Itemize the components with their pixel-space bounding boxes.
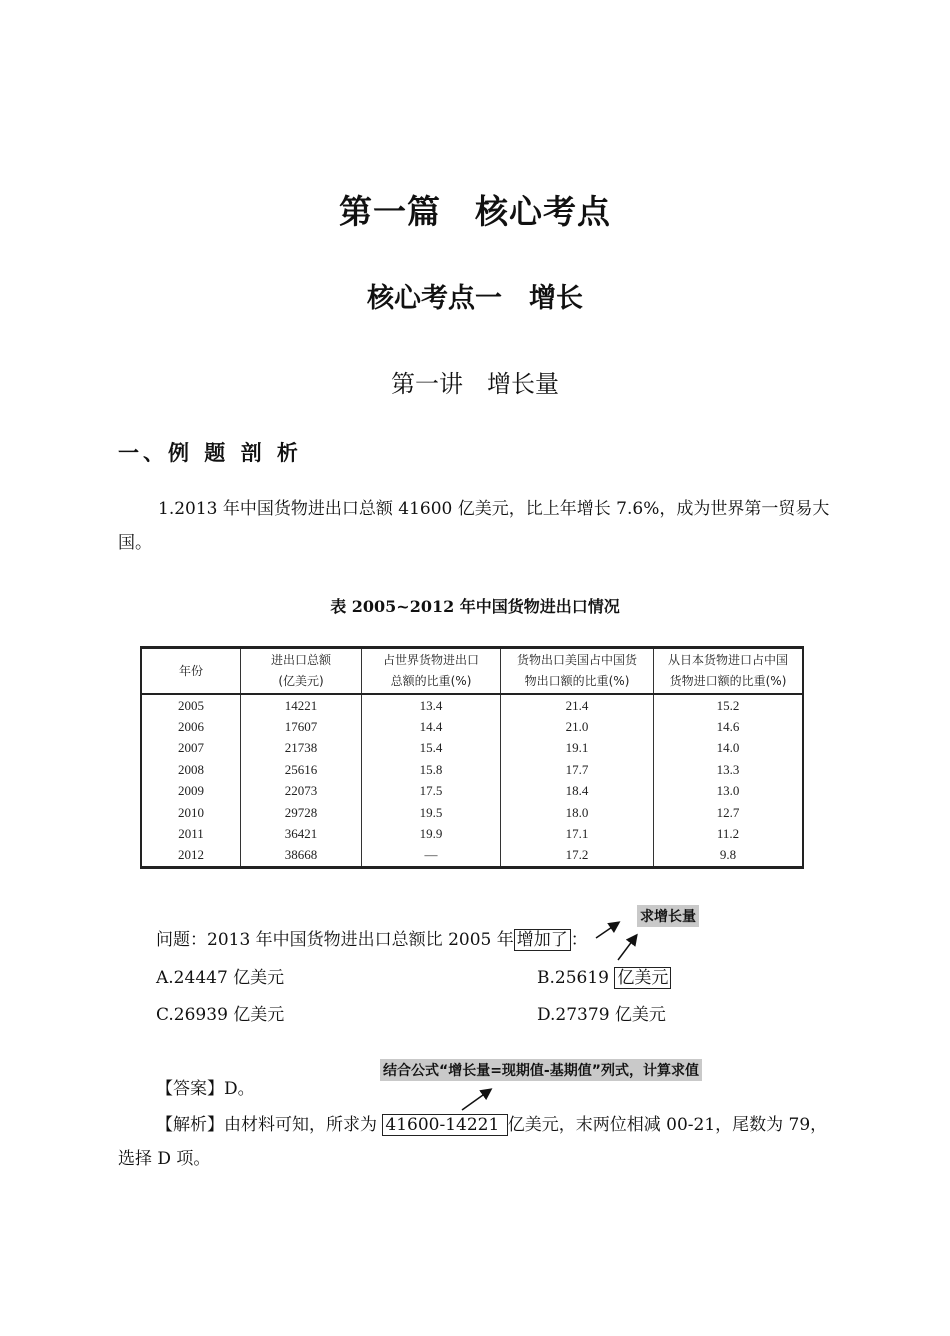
question-text: 问题：2013 年中国货物进出口总额比 2005 年 bbox=[156, 930, 514, 950]
table-cell: 2006 bbox=[141, 716, 241, 737]
chapter-title: 核心考点一 增长 bbox=[367, 283, 583, 314]
header-year: 年份 bbox=[141, 648, 241, 695]
table-cell: 18.0 bbox=[501, 802, 654, 823]
option-c: C.26939 亿美元 bbox=[156, 1005, 285, 1025]
table-cell: 19.5 bbox=[362, 802, 501, 823]
header-world-share: 占世界货物进出口 总额的比重(%) bbox=[362, 648, 501, 695]
table-cell: 17607 bbox=[241, 716, 362, 737]
table-cell: 38668 bbox=[241, 845, 362, 868]
question-suffix: ： bbox=[570, 930, 588, 950]
table-cell: 21.4 bbox=[501, 694, 654, 716]
table-cell: 21.0 bbox=[501, 716, 654, 737]
table-cell: 18.4 bbox=[501, 781, 654, 802]
answer-line: 【答案】D。 bbox=[156, 1079, 255, 1099]
intro-paragraph: 1.2013 年中国货物进出口总额 41600 亿美元，比上年增长 7.6%，成为世界第一贸易大国。 bbox=[118, 499, 830, 553]
table-cell: 29728 bbox=[241, 802, 362, 823]
table-cell: 13.4 bbox=[362, 694, 501, 716]
table-cell: 14221 bbox=[241, 694, 362, 716]
question-keyword-box: 增加了 bbox=[514, 929, 571, 951]
table-cell: 15.8 bbox=[362, 759, 501, 780]
part-title: 第一篇 核心考点 bbox=[339, 192, 611, 231]
explanation-suffix: 亿美元，末两位相减 00-21，尾数为 79，选择 D 项。 bbox=[118, 1115, 828, 1169]
explanation-formula-box: 41600-14221 bbox=[382, 1114, 507, 1136]
arrow-to-formula bbox=[462, 1090, 490, 1110]
option-d: D.27379 亿美元 bbox=[537, 1005, 666, 1025]
table-cell: 14.6 bbox=[654, 716, 804, 737]
table-cell: 17.5 bbox=[362, 781, 501, 802]
table-cell: 36421 bbox=[241, 823, 362, 844]
option-b-value: B.25619 bbox=[537, 968, 615, 988]
table-cell: 13.0 bbox=[654, 781, 804, 802]
table-cell: 17.1 bbox=[501, 823, 654, 844]
table-cell: 17.2 bbox=[501, 845, 654, 868]
arrow-to-keyword bbox=[596, 923, 618, 938]
table-cell: 19.1 bbox=[501, 738, 654, 759]
table-cell: 2008 bbox=[141, 759, 241, 780]
table-cell: — bbox=[362, 845, 501, 868]
table-cell: 21738 bbox=[241, 738, 362, 759]
table-cell: 22073 bbox=[241, 781, 362, 802]
arrow-to-unit bbox=[618, 936, 636, 960]
table-cell: 9.8 bbox=[654, 845, 804, 868]
table-cell: 2011 bbox=[141, 823, 241, 844]
header-us-share: 货物出口美国占中国货 物出口额的比重(%) bbox=[501, 648, 654, 695]
note-formula: 结合公式“增长量=现期值-基期值”列式，计算求值 bbox=[380, 1059, 702, 1081]
table-cell: 11.2 bbox=[654, 823, 804, 844]
note-growth-amount: 求增长量 bbox=[637, 905, 699, 927]
table-cell: 14.4 bbox=[362, 716, 501, 737]
section-heading: 一、例 题 剖 析 bbox=[118, 441, 302, 465]
table-cell: 15.2 bbox=[654, 694, 804, 716]
table-cell: 2007 bbox=[141, 738, 241, 759]
table-caption: 表 2005~2012 年中国货物进出口情况 bbox=[330, 597, 620, 616]
lecture-title: 第一讲 增长量 bbox=[391, 370, 559, 398]
table-cell: 12.7 bbox=[654, 802, 804, 823]
table-cell: 13.3 bbox=[654, 759, 804, 780]
table-cell: 17.7 bbox=[501, 759, 654, 780]
table-cell: 25616 bbox=[241, 759, 362, 780]
table-cell: 2005 bbox=[141, 694, 241, 716]
option-a: A.24447 亿美元 bbox=[156, 968, 285, 988]
header-total: 进出口总额 (亿美元) bbox=[241, 648, 362, 695]
table-cell: 19.9 bbox=[362, 823, 501, 844]
table-cell: 2010 bbox=[141, 802, 241, 823]
header-japan-share: 从日本货物进口占中国 货物进口额的比重(%) bbox=[654, 648, 804, 695]
table-cell: 2012 bbox=[141, 845, 241, 868]
table-cell: 14.0 bbox=[654, 738, 804, 759]
option-b-unit-box: 亿美元 bbox=[614, 967, 671, 989]
table-cell: 2009 bbox=[141, 781, 241, 802]
explanation-text: 【解析】由材料可知，所求为 bbox=[156, 1115, 383, 1135]
table-cell: 15.4 bbox=[362, 738, 501, 759]
